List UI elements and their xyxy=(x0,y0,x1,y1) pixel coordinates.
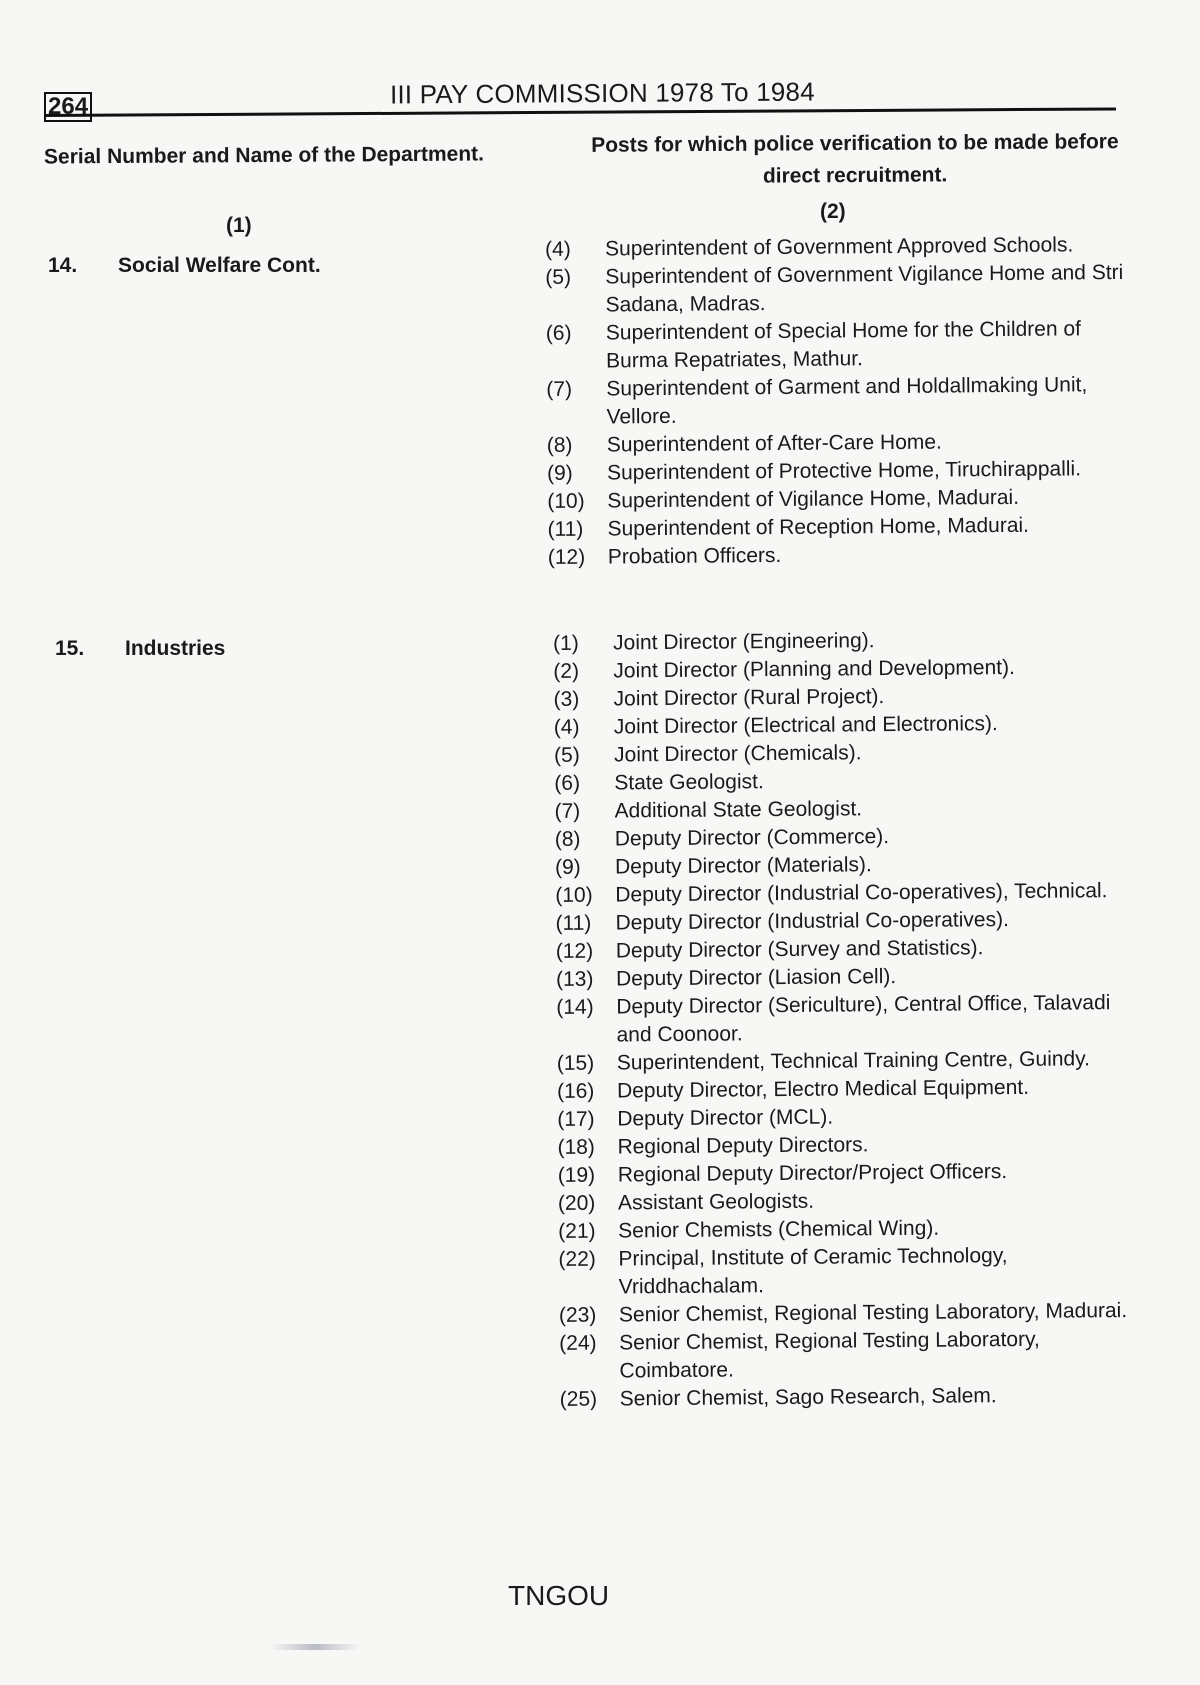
post-title: Joint Director (Planning and Development). xyxy=(613,655,1015,683)
post-title: Superintendent of Special Home for the Children of Burma Repatriates, Mathur. xyxy=(605,317,1082,373)
department-name: Social Welfare Cont. xyxy=(118,254,321,277)
post-number: (19) xyxy=(557,1163,596,1187)
post-item xyxy=(546,371,1126,432)
post-number: (14) xyxy=(556,995,594,1019)
post-number: (24) xyxy=(559,1331,597,1355)
column-2-number: (2) xyxy=(820,200,846,223)
post-title: Superintendent of Reception Home, Madurai. xyxy=(607,513,1030,541)
post-title: Senior Chemists (Chemical Wing). xyxy=(618,1216,940,1243)
post-title: Deputy Director (MCL). xyxy=(617,1105,834,1131)
post-title: Deputy Director (Industrial Co-operatives), Technical. xyxy=(615,879,1108,907)
post-number: (8) xyxy=(546,433,573,457)
post-title: Superintendent of Government Vigilance Home and Stri Sadana, Madras. xyxy=(605,260,1124,317)
post-number: (10) xyxy=(555,883,593,907)
post-title: Joint Director (Engineering). xyxy=(613,629,875,655)
post-number: (12) xyxy=(547,545,586,569)
post-number: (21) xyxy=(558,1219,596,1243)
post-title: Deputy Director (Materials). xyxy=(614,853,872,879)
department-name: Industries xyxy=(125,637,226,660)
post-number: (25) xyxy=(559,1387,598,1411)
post-title: Deputy Director (Industrial Co-operatives). xyxy=(615,908,1009,935)
page-title: III PAY COMMISSION 1978 To 1984 xyxy=(389,76,815,110)
post-number: (4) xyxy=(553,715,580,739)
post-number: (9) xyxy=(546,461,573,485)
post-title: Deputy Director, Electro Medical Equipment. xyxy=(616,1075,1030,1103)
column-2-heading: Posts for which police verification to be made before direct recruitment. xyxy=(591,130,1119,188)
scan-smudge xyxy=(270,1644,360,1650)
post-title: Superintendent of Protective Home, Tiruchirappalli. xyxy=(606,457,1082,485)
post-number: (15) xyxy=(556,1051,595,1075)
column-1-number: (1) xyxy=(226,214,252,237)
post-number: (6) xyxy=(554,771,581,795)
post-title: Deputy Director (Liasion Cell). xyxy=(615,965,897,991)
post-title: Deputy Director (Survey and Statistics). xyxy=(615,936,984,963)
post-number: (4) xyxy=(545,237,571,261)
department-serial: 14. xyxy=(48,254,78,277)
post-title: Superintendent of Government Approved Schools. xyxy=(605,233,1074,261)
post-item xyxy=(545,259,1125,320)
post-title: Superintendent of After-Care Home. xyxy=(606,430,942,457)
post-title: Joint Director (Chemicals). xyxy=(613,741,862,767)
post-item xyxy=(548,539,1128,572)
post-title: Principal, Institute of Ceramic Technology, Vriddhachalam. xyxy=(618,1244,1008,1299)
post-title: Superintendent of Garment and Holdallmaking Unit, Vellore. xyxy=(606,373,1088,429)
post-title: Senior Chemist, Regional Testing Laboratory, Coimbatore. xyxy=(619,1327,1040,1383)
footer-text: TNGOU xyxy=(508,1580,610,1611)
post-title: Additional State Geologist. xyxy=(614,797,863,823)
post-title: Assistant Geologists. xyxy=(617,1189,815,1215)
post-number: (5) xyxy=(545,265,572,289)
post-number: (18) xyxy=(557,1135,595,1159)
post-title: Superintendent of Vigilance Home, Madurai. xyxy=(607,485,1020,513)
post-item xyxy=(559,1325,1139,1386)
department-serial: 15. xyxy=(55,637,85,660)
post-number: (13) xyxy=(555,967,594,991)
post-number: (11) xyxy=(547,517,584,541)
post-number: (22) xyxy=(558,1247,596,1271)
post-title: Probation Officers. xyxy=(607,543,782,569)
post-title: Senior Chemist, Regional Testing Laboratory, Madurai. xyxy=(618,1299,1128,1327)
post-number: (16) xyxy=(556,1079,595,1103)
post-number: (6) xyxy=(545,321,572,345)
posts-list-industries xyxy=(553,625,1140,1414)
column-1-heading: Serial Number and Name of the Department. xyxy=(43,142,485,169)
post-number: (23) xyxy=(558,1303,597,1327)
post-number: (5) xyxy=(553,743,580,767)
post-title: Regional Deputy Director/Project Officers. xyxy=(617,1160,1008,1187)
post-number: (1) xyxy=(553,631,579,655)
post-title: Regional Deputy Directors. xyxy=(617,1133,869,1159)
post-number: (3) xyxy=(553,687,580,711)
post-title: Deputy Director (Commerce). xyxy=(614,825,890,851)
post-number: (12) xyxy=(555,939,594,963)
page-number: 264 xyxy=(44,92,92,122)
post-item xyxy=(560,1381,1140,1414)
posts-list-social-welfare xyxy=(545,231,1128,572)
post-title: Joint Director (Rural Project). xyxy=(613,685,885,711)
post-title: Deputy Director (Sericulture), Central Office, Talavadi and Coonoor. xyxy=(616,991,1111,1047)
department-14 xyxy=(48,254,321,278)
post-number: (10) xyxy=(547,489,585,513)
post-number: (7) xyxy=(554,799,581,823)
post-item xyxy=(546,315,1126,376)
post-item xyxy=(556,989,1136,1050)
post-item xyxy=(558,1241,1138,1302)
department-15 xyxy=(55,637,225,661)
post-number: (9) xyxy=(554,855,581,879)
post-number: (8) xyxy=(554,827,581,851)
post-title: State Geologist. xyxy=(614,770,764,795)
post-number: (2) xyxy=(553,659,580,683)
post-title: Senior Chemist, Sago Research, Salem. xyxy=(619,1384,997,1411)
post-number: (11) xyxy=(555,911,592,935)
post-title: Superintendent, Technical Training Centre, Guindy. xyxy=(616,1047,1091,1075)
post-title: Joint Director (Electrical and Electronics). xyxy=(613,712,998,739)
post-number: (7) xyxy=(546,377,573,401)
post-number: (20) xyxy=(557,1191,596,1215)
post-number: (17) xyxy=(557,1107,595,1131)
